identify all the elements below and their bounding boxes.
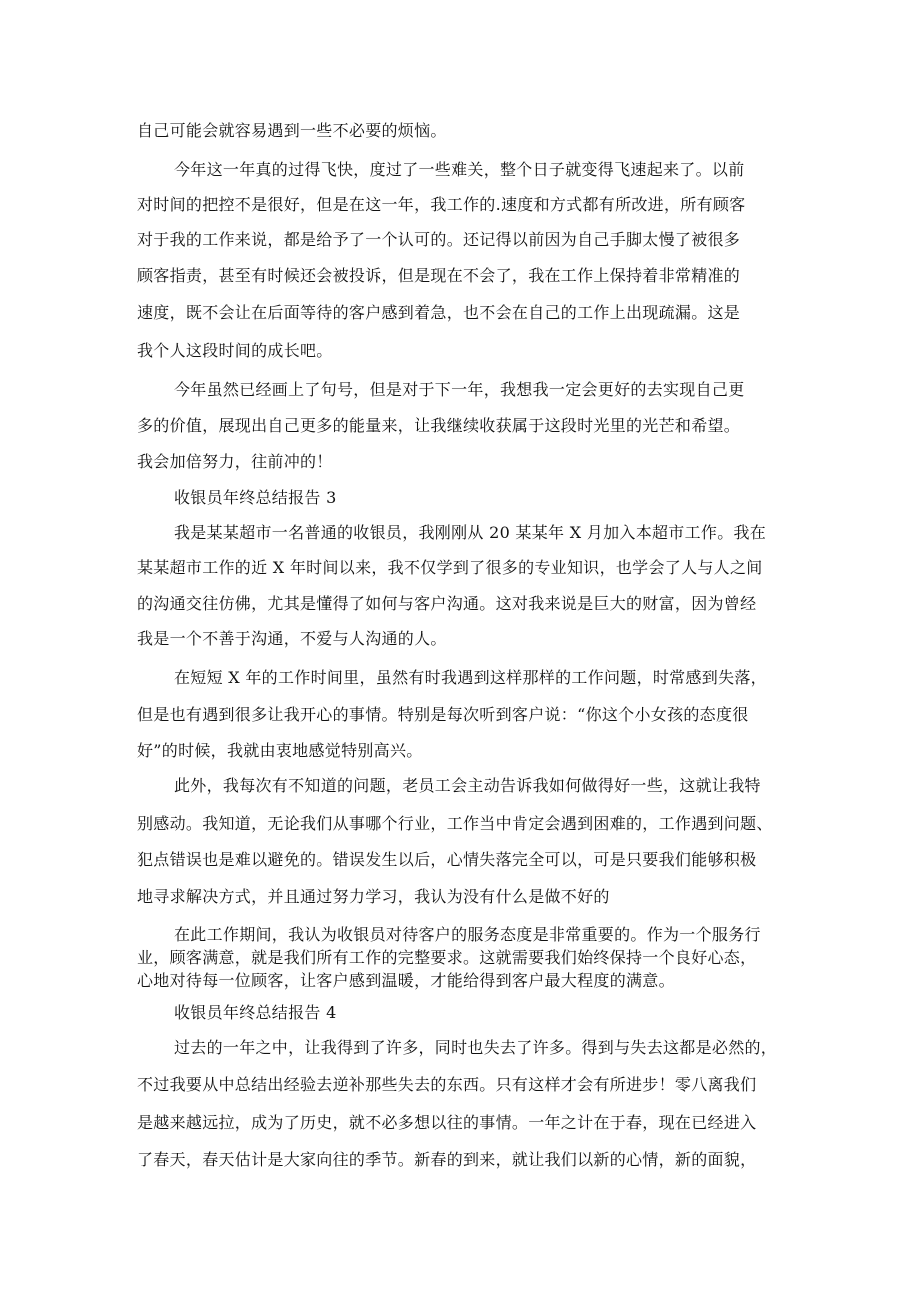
text-line: 顾客指责，甚至有时候还会被投诉，但是现在不会了，我在工作上保持着非常精准的 (137, 266, 741, 285)
text-line: 别感动。我知道，无论我们从事哪个行业，工作当中肯定会遇到困难的，工作遇到问题、 (137, 814, 773, 833)
text-line: 的沟通交往仿佛，尤其是懂得了如何与客户沟通。这对我来说是巨大的财富，因为曾经 (137, 594, 757, 613)
text-line: 今年虽然已经画上了句号，但是对于下一年，我想我一定会更好的去实现自己更 (174, 380, 745, 399)
text-line: 此外，我每次有不知道的问题，老员工会主动告诉我如何做得好一些，这就让我特 (174, 776, 761, 795)
text-line: 了春天，春天估计是大家向往的季节。新春的到来，就让我们以新的心情，新的面貌， (137, 1150, 757, 1169)
text-line: 好”的时候，我就由衷地感觉特别高兴。 (137, 741, 423, 760)
text-line: 我是某某超市一名普通的收银员，我刚刚从 20 某某年 X 月加入本超市工作。我在 (174, 523, 767, 542)
text-line: 我个人这段时间的成长吧。 (137, 341, 333, 360)
text-line: 是越来越远拉，成为了历史，就不必多想以往的事情。一年之计在于春，现在已经进入 (137, 1113, 757, 1132)
text-line: 我会加倍努力，往前冲的！ (137, 452, 333, 471)
text-line: 但是也有遇到很多让我开心的事情。特别是每次听到客户说：“你这个小女孩的态度很 (137, 705, 749, 724)
text-line: 地寻求解决方式，并且通过努力学习，我认为没有什么是做不好的 (137, 887, 610, 906)
text-line: 犯点错误也是难以避免的。错误发生以后，心情失落完全可以，可是只要我们能够积极 (137, 850, 757, 869)
text-line: 对时间的把控不是很好，但是在这一年，我工作的.速度和方式都有所改进，所有顾客 (137, 195, 746, 214)
text-line: 速度，既不会让在后面等待的客户感到着急，也不会在自己的工作上出现疏漏。这是 (137, 303, 741, 322)
text-line: 不过我要从中总结出经验去逆补那些失去的东西。只有这样才会有所进步！零八离我们 (137, 1075, 757, 1094)
text-line: 今年这一年真的过得飞快，度过了一些难关，整个日子就变得飞速起来了。以前 (174, 160, 745, 179)
section-heading: 收银员年终总结报告 4 (174, 1003, 337, 1022)
text-line: 业，顾客满意，就是我们所有工作的完整要求。这就需要我们始终保持一个良好心态， (137, 948, 757, 967)
text-line: 我是一个不善于沟通，不爱与人沟通的人。 (137, 629, 447, 648)
text-line: 对于我的工作来说，都是给予了一个认可的。还记得以前因为自己手脚太慢了被很多 (137, 230, 741, 249)
text-line: 过去的一年之中，让我得到了许多，同时也失去了许多。得到与失去这都是必然的， (174, 1038, 778, 1057)
section-heading: 收银员年终总结报告 3 (174, 488, 337, 507)
text-line: 多的价值，展现出自己更多的能量来，让我继续收获属于这段时光里的光芒和希望。 (137, 416, 741, 435)
text-line: 在短短 X 年的工作时间里，虽然有时我遇到这样那样的工作问题，时常感到失落， (174, 668, 767, 687)
text-line: 某某超市工作的近 X 年时间以来，我不仅学到了很多的专业知识，也学会了人与人之间 (137, 558, 763, 577)
text-line: 心地对待每一位顾客，让客户感到温暖，才能给得到客户最大程度的满意。 (137, 971, 675, 990)
text-line: 自己可能会就容易遇到一些不必要的烦恼。 (137, 121, 447, 140)
text-line: 在此工作期间，我认为收银员对待客户的服务态度是非常重要的。作为一个服务行 (174, 925, 761, 944)
